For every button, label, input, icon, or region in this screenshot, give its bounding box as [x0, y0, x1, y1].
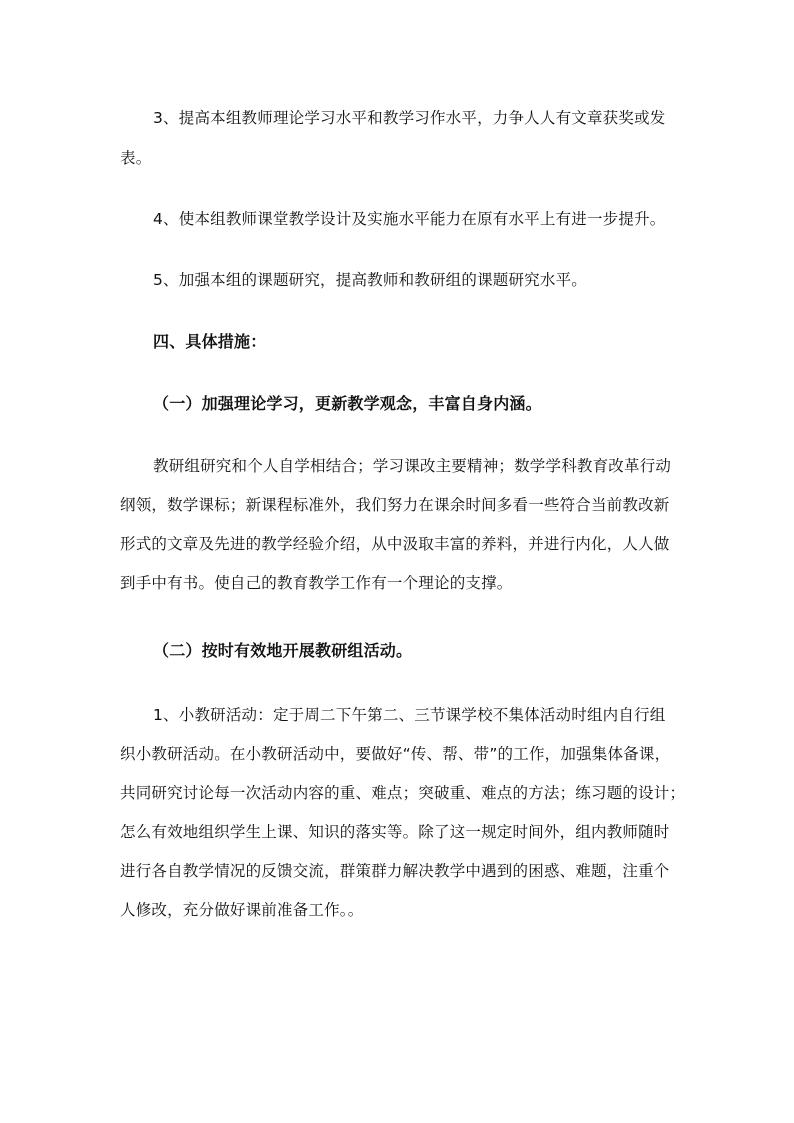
subsection-1-line-4: 到手中有书。使自己的教育教学工作有一个理论的支撑。 — [120, 574, 513, 592]
subsection-1-line-1: 教研组研究和个人自学相结合；学习课改主要精神；数学学科教育改革行动 — [153, 457, 672, 475]
activity-1-line-5: 进行各自教学情况的反馈交流，群策群力解决教学中遇到的困惑、难题，注重个 — [120, 862, 670, 880]
subsection-1-heading: （一）加强理论学习，更新教学观念，丰富自身内涵。 — [153, 394, 542, 413]
activity-1-line-2: 织小教研活动。在小教研活动中，要做好“传、帮、带”的工作，加强集体备课， — [120, 745, 671, 763]
goal-3-line-1: 3、提高本组教师理论学习水平和教学习作水平，力争人人有文章获奖或发 — [153, 109, 666, 127]
goal-5: 5、加强本组的课题研究，提高教师和教研组的课题研究水平。 — [153, 271, 587, 289]
subsection-2-heading: （二）按时有效地开展教研组活动。 — [153, 641, 413, 660]
activity-1-line-3: 共同研究讨论每一次活动内容的重、难点；突破重、难点的方法；练习题的设计； — [120, 784, 686, 802]
activity-1-line-1: 1、小教研活动：定于周二下午第二、三节课学校不集体活动时组内自行组 — [153, 706, 666, 724]
goal-4: 4、使本组教师课堂教学设计及实施水平能力在原有水平上有进一步提升。 — [153, 210, 666, 228]
subsection-1-line-2: 纲领，数学课标；新课程标准外，我们努力在课余时间多看一些符合当前教改新 — [120, 496, 670, 514]
activity-1-line-4: 怎么有效地组织学生上课、知识的落实等。除了这一规定时间外，组内教师随时 — [120, 823, 670, 841]
activity-1-line-6: 人修改，充分做好课前准备工作。。 — [120, 901, 364, 919]
section-4-heading: 四、具体措施： — [153, 332, 267, 351]
subsection-1-line-3: 形式的文章及先进的教学经验介绍，从中汲取丰富的养料，并进行内化，人人做 — [120, 535, 670, 553]
goal-3-line-2: 表。 — [120, 149, 152, 167]
